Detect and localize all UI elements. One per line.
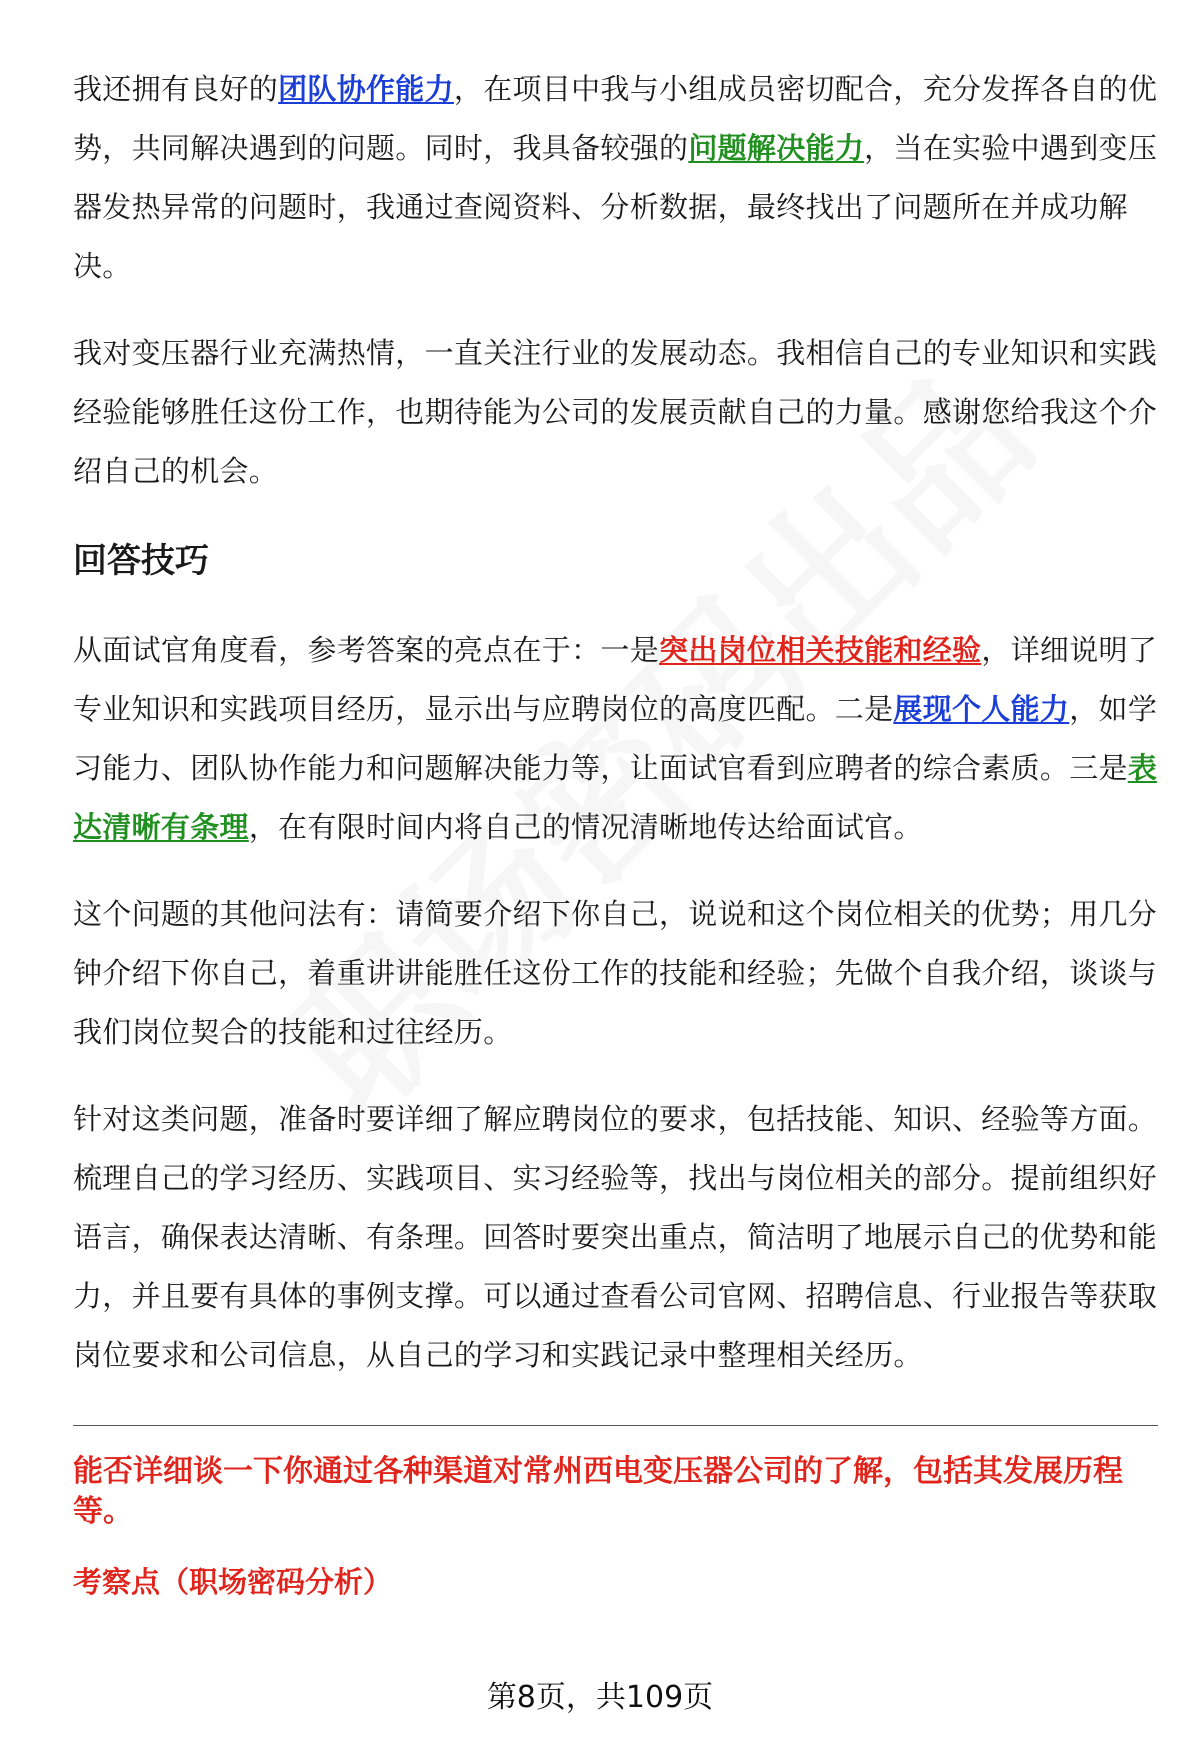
highlight-blue: 团队协作能力 <box>278 72 454 106</box>
highlight-red: 突出岗位相关技能和经验 <box>659 633 982 667</box>
paragraph-text: 我还拥有良好的 <box>73 72 279 106</box>
paragraph-text: ，在项目中我与小组成员密切配合，充分发挥各自的优势，共同解决遇到的问题。同时，我具备较强的 <box>73 72 1158 165</box>
paragraph-text: ，在有限时间内将自己的情况清晰地传达给面试官。 <box>248 810 923 844</box>
paragraph-text: 针对这类问题，准备时要详细了解应聘岗位的要求，包括技能、知识、经验等方面。梳理自己的学习经历、实践项目、实习经验等，找出与岗位相关的部分。提前组织好语言，确保表达清晰、有条理。回答时要突出重点，简洁明了地展示自己的优势和能力，并且要有具体的事例支撑。可以通过查看公司官网、招聘信息、行业报告等获取岗位要求和公司信息，从自己的学习和实践记录中整理相关经历。 <box>73 1102 1158 1372</box>
paragraph <box>73 885 1158 1062</box>
paragraph-text: 这个问题的其他问法有：请简要介绍下你自己，说说和这个岗位相关的优势；用几分钟介绍下你自己，着重讲讲能胜任这份工作的技能和经验；先做个自我介绍，谈谈与我们岗位契合的技能和过往经历。 <box>73 897 1158 1049</box>
paragraph <box>73 621 1158 857</box>
intro-section <box>73 60 1158 501</box>
highlight-blue: 展现个人能力 <box>893 692 1070 726</box>
divider <box>73 1425 1158 1426</box>
question-heading: 能否详细谈一下你通过各种渠道对常州西电变压器公司的了解，包括其发展历程等。 <box>73 1454 1123 1529</box>
paragraph <box>73 1090 1158 1385</box>
page-number: 第8页，共109页 <box>486 1680 714 1715</box>
highlight-green: 问题解决能力 <box>688 131 865 165</box>
paragraph-text: 从面试官角度看，参考答案的亮点在于：一是 <box>73 633 660 667</box>
section-title: 回答技巧 <box>73 541 209 581</box>
paragraph-text: 我对变压器行业充满热情，一直关注行业的发展动态。我相信自己的专业知识和实践经验能够胜任这份工作，也期待能为公司的发展贡献自己的力量。感谢您给我这个介绍自己的机会。 <box>73 336 1158 488</box>
paragraph-text: ，当在实验中遇到变压器发热异常的问题时，我通过查阅资料、分析数据，最终找出了问题所在并成功解决。 <box>73 131 1158 283</box>
paragraph <box>73 324 1158 501</box>
document-page <box>73 60 1158 1602</box>
paragraph <box>73 60 1158 296</box>
tips-section <box>73 621 1158 1385</box>
paragraph-text: ，如学习能力、团队协作能力和问题解决能力等，让面试官看到应聘者的综合素质。三是 <box>73 692 1158 785</box>
paragraph-text: ，详细说明了专业知识和实践项目经历，显示出与应聘岗位的高度匹配。二是 <box>73 633 1158 726</box>
highlight-green: 表达清晰有条理 <box>73 751 1158 844</box>
analysis-subheading: 考察点（职场密码分析） <box>73 1565 393 1599</box>
